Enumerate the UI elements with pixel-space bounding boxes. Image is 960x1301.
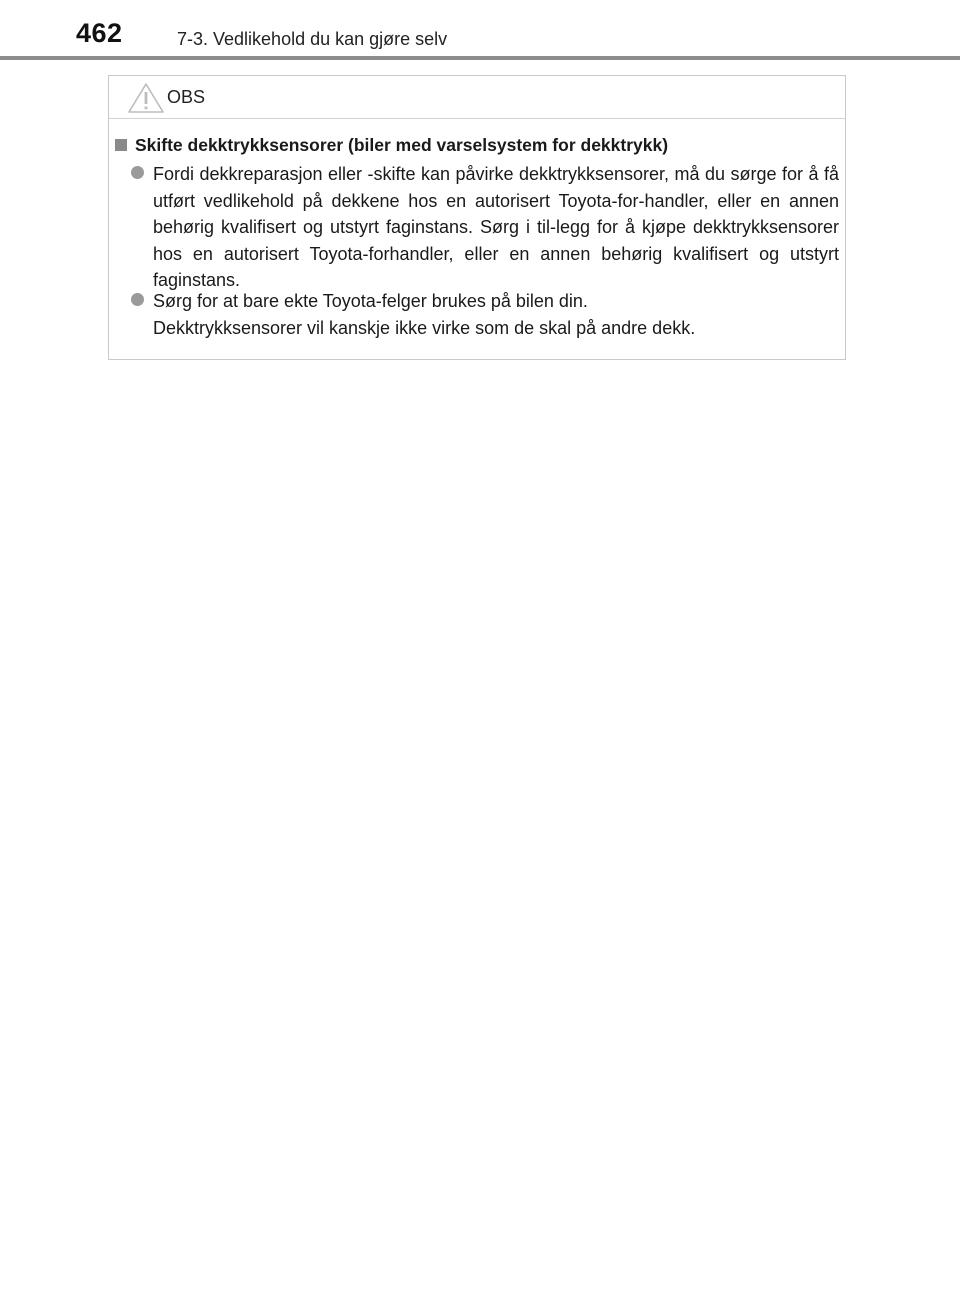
list-item bbox=[131, 161, 839, 294]
list-item-text bbox=[153, 288, 839, 341]
square-bullet-icon bbox=[115, 139, 127, 151]
notice-subheading bbox=[115, 134, 837, 156]
list-item-text: Fordi dekkreparasjon eller -skifte kan påvirke dekktrykksensorer, må du sørge for å få utført vedlikehold på dekkene hos en autorisert Toyota-for-handler, eller en annen behørig kvalifisert og utstyrt faginstans. Sørg i til-legg for å kjøpe dekktrykksensorer hos en autorisert Toyota-forhandler, eller en annen behørig kvalifisert og utstyrt faginstans. bbox=[153, 164, 839, 290]
notice-box bbox=[108, 75, 846, 360]
warning-triangle-icon bbox=[127, 82, 165, 114]
header-divider bbox=[0, 56, 960, 60]
section-title: 7-3. Vedlikehold du kan gjøre selv bbox=[177, 29, 448, 49]
notice-label: OBS bbox=[167, 87, 206, 107]
page-number: 462 bbox=[76, 18, 123, 48]
list-item-line: Dekktrykksensorer vil kanskje ikke virke som de skal på andre dekk. bbox=[153, 317, 696, 338]
list-item bbox=[131, 288, 839, 341]
circle-bullet-icon bbox=[131, 166, 144, 179]
notice-header bbox=[109, 76, 845, 119]
page-header bbox=[0, 0, 960, 60]
notice-subheading-text: Skifte dekktrykksensorer (biler med varselsystem for dekktrykk) bbox=[135, 135, 669, 155]
circle-bullet-icon bbox=[131, 293, 144, 306]
list-item-line: Sørg for at bare ekte Toyota-felger brukes på bilen din. bbox=[153, 291, 588, 311]
